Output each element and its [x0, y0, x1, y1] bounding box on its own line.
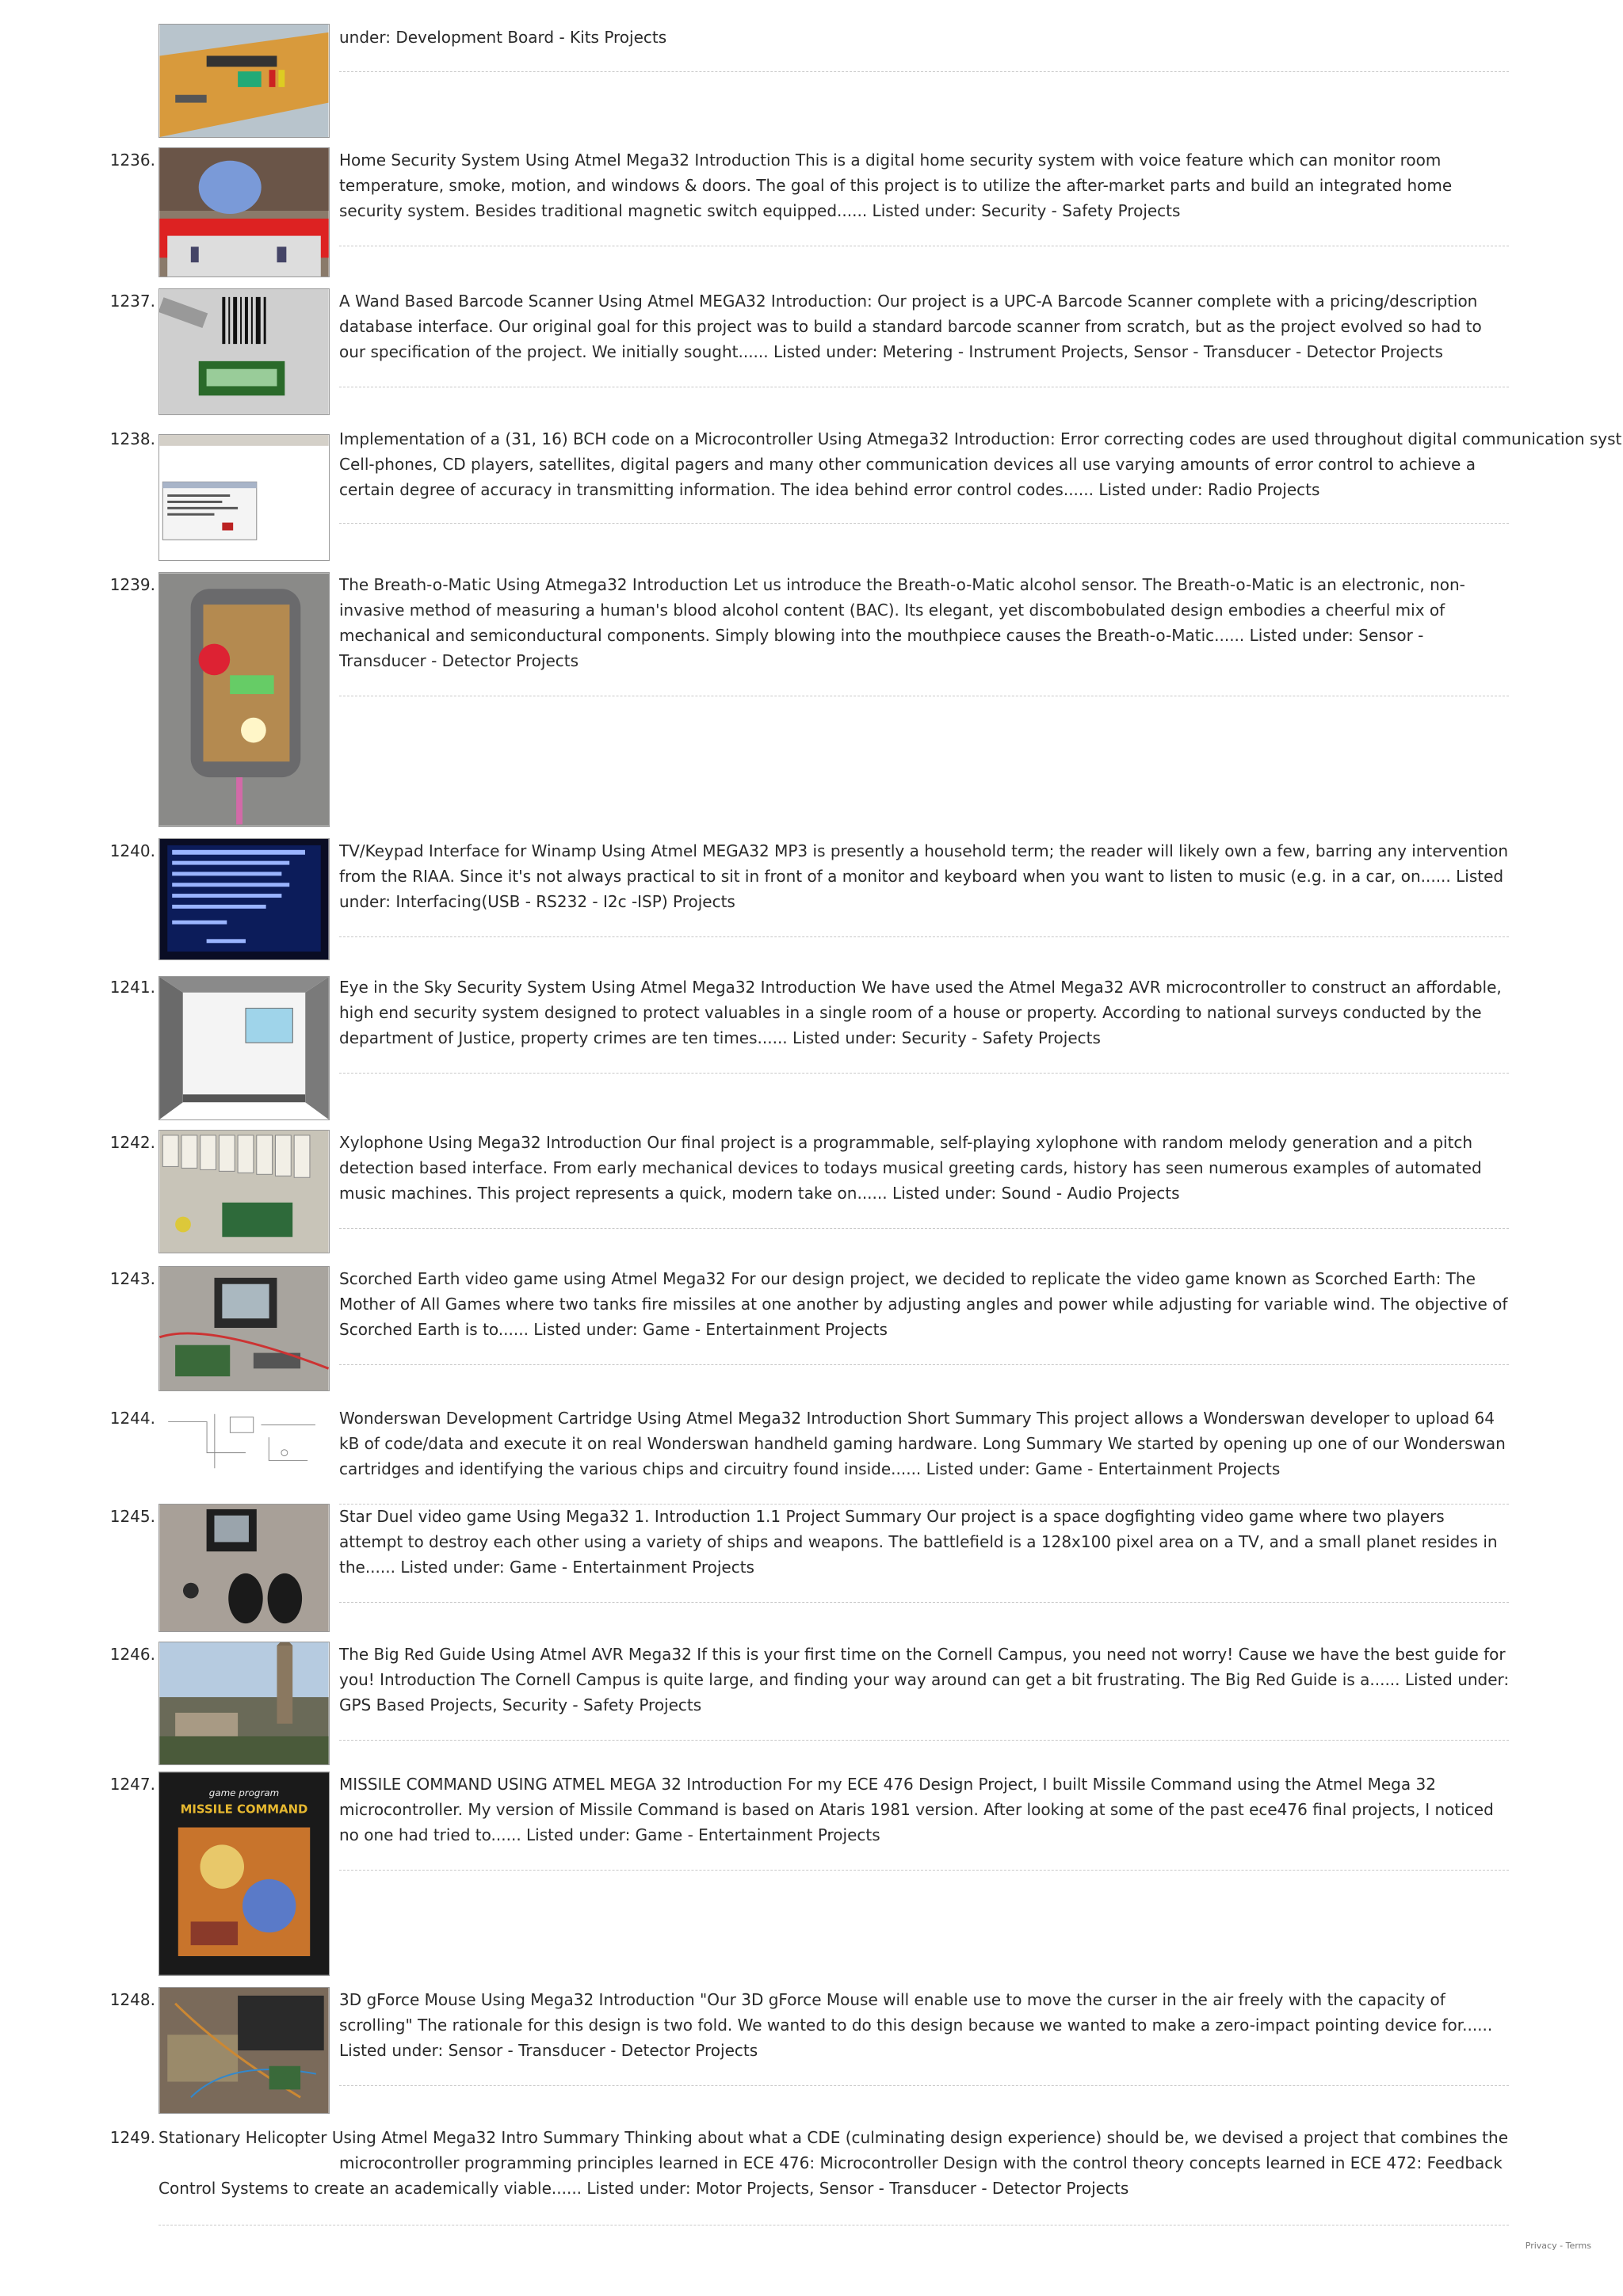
- project-thumbnail[interactable]: [158, 434, 330, 561]
- software-window-screenshot: [159, 435, 329, 560]
- project-thumbnail[interactable]: [158, 976, 330, 1120]
- project-description[interactable]: Star Duel video game Using Mega32 1. Introduction 1.1 Project Summary Our project is a space dogfighting video game where two players attempt to destroy each other using a variety of ships and weapons. The battlefield is a 128x100 pixel area on a TV, and a small planet resides in the...... Listed under: Game - Entertainment Projects: [339, 1507, 1498, 1577]
- separator: [339, 71, 1509, 72]
- project-description[interactable]: TV/Keypad Interface for Winamp Using Atmel MEGA32 MP3 is presently a household term; the reader will likely own a few, barring any intervention from the RIAA. Since it's not always practical to sit in front of a monitor and keyboard when you want to listen to music (e.g. in a car, on...... Listed under: Interfacing(USB - RS232 - I2c -ISP) Projects: [339, 841, 1509, 911]
- separator: [339, 1364, 1509, 1365]
- privacy-link[interactable]: Privacy: [1525, 2241, 1557, 2251]
- item-number: 1244.: [109, 1409, 155, 1428]
- item-number: 1239.: [109, 575, 155, 594]
- project-thumbnail[interactable]: [158, 1504, 330, 1632]
- item-number: 1240.: [109, 841, 155, 860]
- project-description[interactable]: The Big Red Guide Using Atmel AVR Mega32 If this is your first time on the Cornell Campus, you need not worry! Cause we have the best guide for you! Introduction The Cornell Campus is quite large, and finding your way around can get a bit frustrating. The Big Red Guide is a...... Listed under: GPS Based Projects, Security - Safety Projects: [339, 1645, 1510, 1714]
- item-number: 1245.: [109, 1507, 155, 1526]
- item-number: 1248.: [109, 1990, 155, 2009]
- xylophone-photo: [159, 1131, 329, 1253]
- missile-command-cartridge: [159, 1772, 329, 1975]
- room-3d-render: [159, 977, 329, 1119]
- footer-separator: -: [1560, 2241, 1564, 2251]
- separator: [339, 1073, 1509, 1074]
- game-controllers-photo: [159, 1505, 329, 1631]
- item-number: 1241.: [109, 978, 155, 997]
- item-number: 1246.: [109, 1645, 155, 1664]
- project-thumbnail[interactable]: [158, 1987, 330, 2114]
- item-number: 1237.: [109, 292, 155, 311]
- breathalyzer-device-photo: [159, 573, 329, 826]
- separator: [339, 2085, 1509, 2086]
- project-description[interactable]: Scorched Earth video game using Atmel Mega32 For our design project, we decided to replicate the video game known as Scorched Earth: The Mother of All Games where two tanks fire missiles at one another by adjusting angles and power while adjusting for variable wind. The objective of Scorched Earth is to...... Listed under: Game - Entertainment Projects: [339, 1269, 1508, 1339]
- separator: [339, 1228, 1509, 1229]
- project-thumbnail[interactable]: [158, 1772, 330, 1976]
- project-thumbnail[interactable]: [158, 1130, 330, 1253]
- separator: [339, 523, 1509, 524]
- separator: [339, 936, 1509, 937]
- project-description-continued[interactable]: Cell-phones, CD players, satellites, digital pagers and many other communication devices all use varying amounts of error control to achieve a certain degree of accuracy in transmitting information. The idea behind error control codes...... Listed under: Radio Projects: [339, 455, 1476, 499]
- project-thumbnail[interactable]: [158, 838, 330, 960]
- barcode-scanner-photo: [159, 289, 329, 414]
- item-number: 1236.: [109, 151, 155, 170]
- project-thumbnail[interactable]: [158, 24, 330, 138]
- project-description[interactable]: A Wand Based Barcode Scanner Using Atmel MEGA32 Introduction: Our project is a UPC-A Barcode Scanner complete with a pricing/description database interface. Our original goal for this project was to build a standard barcode scanner from scratch, but as the project evolved so had to our specification of the project. We initially sought...... Listed under: Metering - Instrument Projects, Sensor - Transducer - Detector Projects: [339, 292, 1482, 361]
- item-number: 1243.: [109, 1269, 155, 1288]
- separator: [339, 1870, 1509, 1871]
- project-description[interactable]: Wonderswan Development Cartridge Using Atmel Mega32 Introduction Short Summary This project allows a Wonderswan developer to upload 64 kB of code/data and execute it on real Wonderswan handheld gaming hardware. Long Summary We started by opening up one of our Wonderswan cartridges and identifying the various chips and circuitry found inside...... Listed under: Game - Entertainment Projects: [339, 1409, 1506, 1478]
- item-number: 1238.: [109, 429, 155, 448]
- item-number: 1247.: [109, 1775, 155, 1794]
- project-thumbnail[interactable]: [158, 1405, 330, 1477]
- separator: [339, 1740, 1509, 1741]
- project-thumbnail[interactable]: [158, 1266, 330, 1391]
- project-description-continued[interactable]: microcontroller programming principles learned in ECE 476: Microcontroller Design with the control theory concepts learned in ECE 472: Feedback: [339, 2153, 1503, 2172]
- footer-links: [1526, 2241, 1591, 2251]
- project-thumbnail[interactable]: [158, 1642, 330, 1765]
- project-description-continued[interactable]: Control Systems to create an academically viable...... Listed under: Motor Projects, Sensor - Transducer - Detector Projects: [158, 2179, 1129, 2198]
- tv-screen-menu-photo: [159, 839, 329, 959]
- project-thumbnail[interactable]: [158, 147, 330, 277]
- pcb-board-photo: [159, 25, 329, 137]
- gforce-mouse-photo: [159, 1988, 329, 2113]
- project-description[interactable]: under: Development Board - Kits Projects: [339, 28, 667, 47]
- separator: [339, 1602, 1509, 1603]
- cartridge-label-top: game program: [208, 1787, 280, 1798]
- project-description[interactable]: Eye in the Sky Security System Using Atmel Mega32 Introduction We have used the Atmel Mega32 AVR microcontroller to construct an affordable, high end security system designed to protect valuables in a single room of a house or property. According to national surveys conducted by the department of Justice, property crimes are ten times...... Listed under: Security - Safety Projects: [339, 978, 1502, 1047]
- campus-photo: [159, 1642, 329, 1764]
- home-security-box-photo: [159, 148, 329, 277]
- project-thumbnail[interactable]: [158, 572, 330, 827]
- item-number: 1249.: [109, 2128, 155, 2147]
- description-line: Implementation of a (31, 16) BCH code on a Microcontroller Using Atmega32 Introduction: Error correcting codes are used throughout digital communication syst: [339, 429, 1622, 448]
- project-thumbnail[interactable]: [158, 288, 330, 415]
- terms-link[interactable]: Terms: [1565, 2241, 1591, 2251]
- project-description[interactable]: Xylophone Using Mega32 Introduction Our final project is a programmable, self-playing xylophone with random melody generation and a pitch detection based interface. From early mechanical devices to todays musical greeting cards, history has seen numerous examples of automated music machines. This project represents a quick, modern take on...... Listed under: Sound - Audio Projects: [339, 1133, 1482, 1203]
- project-description[interactable]: Stationary Helicopter Using Atmel Mega32 Intro Summary Thinking about what a CDE (culminating design experience) should be, we devised a project that combines the: [158, 2128, 1509, 2147]
- circuit-schematic: [159, 1406, 329, 1476]
- project-description[interactable]: MISSILE COMMAND USING ATMEL MEGA 32 Introduction For my ECE 476 Design Project, I built Missile Command using the Atmel Mega 32 microcontroller. My version of Missile Command is based on Ataris 1981 version. After looking at some of the past ece476 final projects, I noticed no one had tried to...... Listed under: Game - Entertainment Projects: [339, 1775, 1494, 1844]
- project-description[interactable]: Home Security System Using Atmel Mega32 Introduction This is a digital home security system with voice feature which can monitor room temperature, smoke, motion, and windows & doors. The goal of this project is to utilize the after-market parts and build an integrated home security system. Besides traditional magnetic switch equipped...... Listed under: Security - Safety Projects: [339, 151, 1453, 220]
- small-tv-setup-photo: [159, 1267, 329, 1390]
- project-description[interactable]: The Breath-o-Matic Using Atmega32 Introduction Let us introduce the Breath-o-Matic alcohol sensor. The Breath-o-Matic is an electronic, non-invasive method of measuring a human's blood alcohol content (BAC). Its elegant, yet discombobulated design embodies a cheerful mix of mechanical and semiconductural components. Simply blowing into the mouthpiece causes the Breath-o-Matic...... Listed under: Sensor - Transducer - Detector Projects: [339, 575, 1465, 670]
- project-description[interactable]: 3D gForce Mouse Using Mega32 Introduction "Our 3D gForce Mouse will enable use to move the curser in the air freely with the capacity of scrolling" The rationale for this design is two fold. We wanted to do this design because we wanted to make a zero-impact pointing device for...... Listed under: Sensor - Transducer - Detector Projects: [339, 1990, 1493, 2060]
- item-number: 1242.: [109, 1133, 155, 1152]
- cartridge-label-title: MISSILE COMMAND: [180, 1802, 308, 1817]
- project-description[interactable]: [339, 426, 1623, 452]
